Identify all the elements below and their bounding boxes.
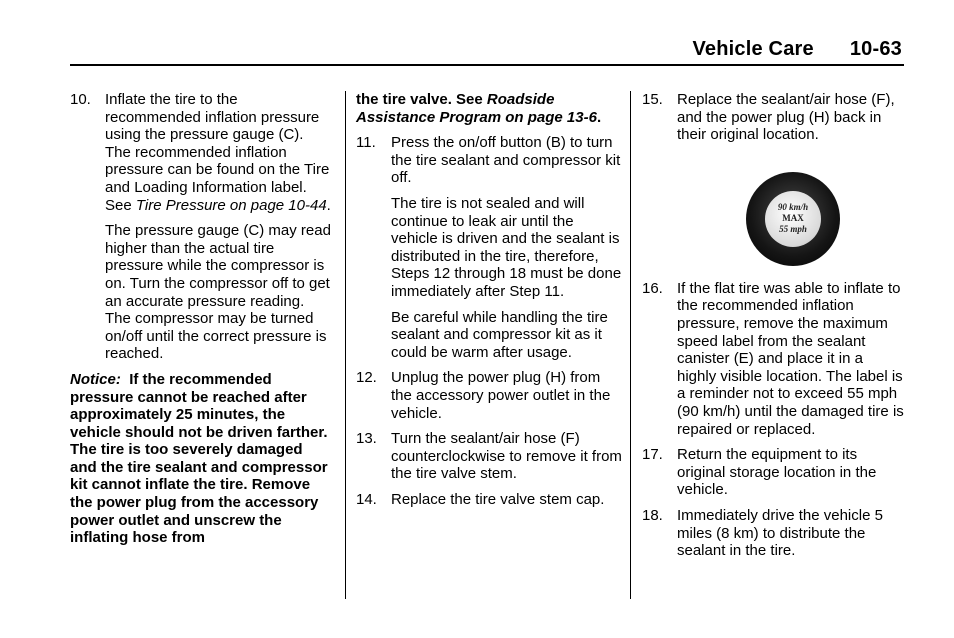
step-text: Inflate the tire to the recommended inflation pressure using the pressure gauge (C). The recommended inflation pressure can be found on the Tire and Loading Information label. See bbox=[105, 91, 330, 214]
page-number: 10-63 bbox=[849, 38, 902, 60]
step-text: Return the equipment to its original storage location in the vehicle. bbox=[677, 446, 877, 499]
step-number: 14. bbox=[356, 490, 377, 508]
step-17 bbox=[642, 446, 904, 499]
step-12 bbox=[356, 369, 622, 422]
step-text: Replace the sealant/air hose (F), and the power plug (H) back in their original location. bbox=[677, 91, 895, 144]
column-2 bbox=[356, 91, 622, 516]
cross-reference: Tire Pressure on page 10-44 bbox=[135, 196, 327, 214]
step-text-end: . bbox=[326, 196, 331, 214]
column-1 bbox=[70, 91, 332, 547]
cross-reference: Roadside Assistance Program on page 13-6 bbox=[356, 91, 597, 126]
step-number: 11. bbox=[356, 134, 376, 152]
section-title: Vehicle Care bbox=[692, 38, 814, 60]
notice-continuation bbox=[356, 91, 622, 126]
notice-text: If the recommended pressure cannot be reached after approximately 25 minutes, the vehicle should not be driven farther. The tire is too severely damaged and the tire sealant and compressor kit cannot inflate the tire. Remove the power plug from the accessory power outlet and unscrew the inflating hose from bbox=[70, 370, 328, 547]
step-number: 10. bbox=[70, 91, 91, 108]
notice-continuation-end: . bbox=[596, 108, 602, 126]
step-13 bbox=[356, 430, 622, 483]
step-number: 13. bbox=[356, 430, 377, 448]
speed-label-badge bbox=[746, 172, 840, 266]
speed-label-face bbox=[765, 191, 821, 247]
gauge-paragraph: The pressure gauge (C) may read higher than the actual tire pressure while the compressor is on. Turn the compressor off to get an accurate pressure reading. The compressor may be turned on/off until the correct pressure is reached. bbox=[105, 222, 331, 363]
step-number: 15. bbox=[642, 91, 663, 108]
step-text: If the flat tire was able to inflate to the recommended inflation pressure, remove the maximum speed label from the sealant canister (E) and place it in a highly visible location. The label is a reminder not to exceed 55 mph (90 km/h) until the damaged tire is repaired or replaced. bbox=[677, 279, 904, 438]
step-number: 18. bbox=[642, 506, 663, 524]
speed-label-figure bbox=[682, 172, 904, 266]
step-text: Replace the tire valve stem cap. bbox=[391, 490, 605, 508]
step-number: 17. bbox=[642, 446, 663, 464]
speed-label-max: MAX bbox=[782, 213, 804, 224]
step-number: 16. bbox=[642, 279, 663, 297]
speed-label-mph: 55 mph bbox=[779, 224, 807, 235]
step-text: Turn the sealant/air hose (F) counterclockwise to remove it from the tire valve stem. bbox=[391, 430, 622, 483]
step-11 bbox=[356, 134, 622, 187]
notice-continuation-text: the tire valve. See bbox=[356, 91, 487, 108]
step-16 bbox=[642, 280, 904, 438]
step-15 bbox=[642, 91, 904, 144]
step-number: 12. bbox=[356, 369, 377, 387]
careful-paragraph: Be careful while handling the tire sealant and compressor kit as it could be warm after usage. bbox=[391, 308, 608, 361]
column-divider-2 bbox=[630, 91, 631, 599]
notice-label: Notice: bbox=[70, 370, 121, 388]
column-divider-1 bbox=[345, 91, 346, 599]
notice-block bbox=[70, 371, 332, 547]
header-rule bbox=[70, 64, 904, 66]
speed-label-kmh: 90 km/h bbox=[777, 202, 809, 213]
step-text: Unplug the power plug (H) from the accessory power outlet in the vehicle. bbox=[391, 369, 611, 422]
column-3 bbox=[642, 91, 904, 568]
step-text: Immediately drive the vehicle 5 miles (8 km) to distribute the sealant in the tire. bbox=[677, 506, 883, 560]
step-14 bbox=[356, 491, 622, 509]
page-header bbox=[692, 38, 902, 61]
not-sealed-paragraph: The tire is not sealed and will continue to leak air until the vehicle is driven and the sealant is distributed in the tire, therefore, Steps 12 through 18 must be done immediately after Step 11. bbox=[391, 194, 622, 300]
step-18 bbox=[642, 507, 904, 560]
step-10 bbox=[70, 91, 332, 214]
step-text: Press the on/off button (B) to turn the tire sealant and compressor kit off. bbox=[391, 134, 621, 187]
